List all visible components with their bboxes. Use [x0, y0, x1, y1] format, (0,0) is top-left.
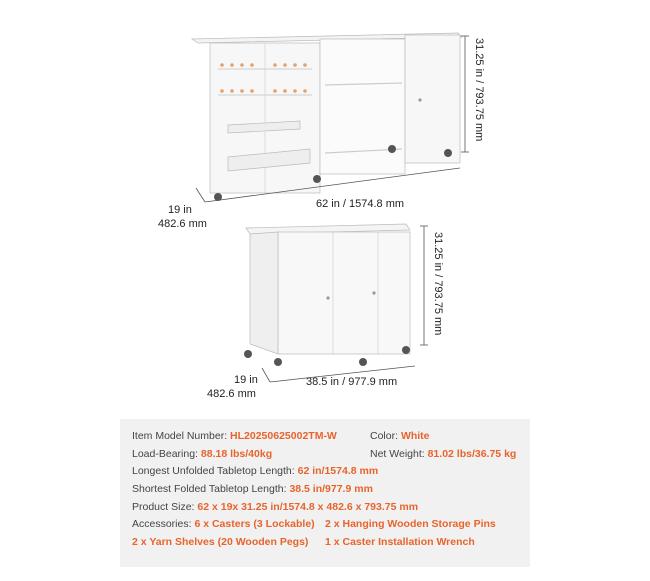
accessory-1: 6 x Casters (3 Lockable) — [194, 518, 315, 530]
load-label: Load-Bearing: — [132, 448, 198, 460]
spec-weight — [370, 448, 516, 460]
bottom-depth-in-label: 19 in — [234, 374, 258, 386]
color-label: Color: — [370, 430, 399, 442]
spec-shortest — [132, 483, 373, 495]
shortest-value: 38.5 in/977.9 mm — [289, 483, 373, 495]
spec-longest — [132, 465, 378, 477]
load-value: 88.18 lbs/40kg — [200, 448, 273, 460]
spec-load — [132, 448, 272, 460]
longest-value: 62 in/1574.8 mm — [297, 465, 379, 477]
longest-label: Longest Unfolded Tabletop Length: — [132, 465, 295, 477]
spec-accessories — [132, 518, 315, 530]
top-depth-mm-label: 482.6 mm — [158, 218, 207, 230]
bottom-height-label: 31.25 in / 793.75 mm — [432, 232, 444, 336]
accessories-label: Accessories: — [132, 518, 192, 530]
top-depth-in-label: 19 in — [168, 204, 192, 216]
spec-color — [370, 430, 430, 442]
accessory-4: 1 x Caster Installation Wrench — [325, 536, 475, 548]
model-label: Item Model Number: — [132, 430, 228, 442]
spec-size — [132, 501, 418, 513]
weight-value: 81.02 lbs/36.75 kg — [427, 448, 517, 460]
accessory-2: 2 x Hanging Wooden Storage Pins — [325, 518, 496, 530]
size-label: Product Size: — [132, 501, 195, 513]
bottom-depth-mm-label: 482.6 mm — [207, 388, 256, 400]
shortest-label: Shortest Folded Tabletop Length: — [132, 483, 287, 495]
spec-model — [132, 430, 337, 442]
spec-panel — [120, 419, 530, 567]
top-width-label: 62 in / 1574.8 mm — [316, 198, 405, 210]
weight-label: Net Weight: — [370, 448, 425, 460]
accessory-3: 2 x Yarn Shelves (20 Wooden Pegs) — [132, 536, 309, 548]
color-value: White — [400, 430, 430, 442]
model-value: HL20250625002TM-W — [230, 430, 337, 442]
size-value: 62 x 19x 31.25 in/1574.8 x 482.6 x 793.75 mm — [197, 501, 419, 513]
bottom-width-label: 38.5 in / 977.9 mm — [306, 376, 398, 388]
top-height-label: 31.25 in / 793.75 mm — [473, 38, 485, 142]
